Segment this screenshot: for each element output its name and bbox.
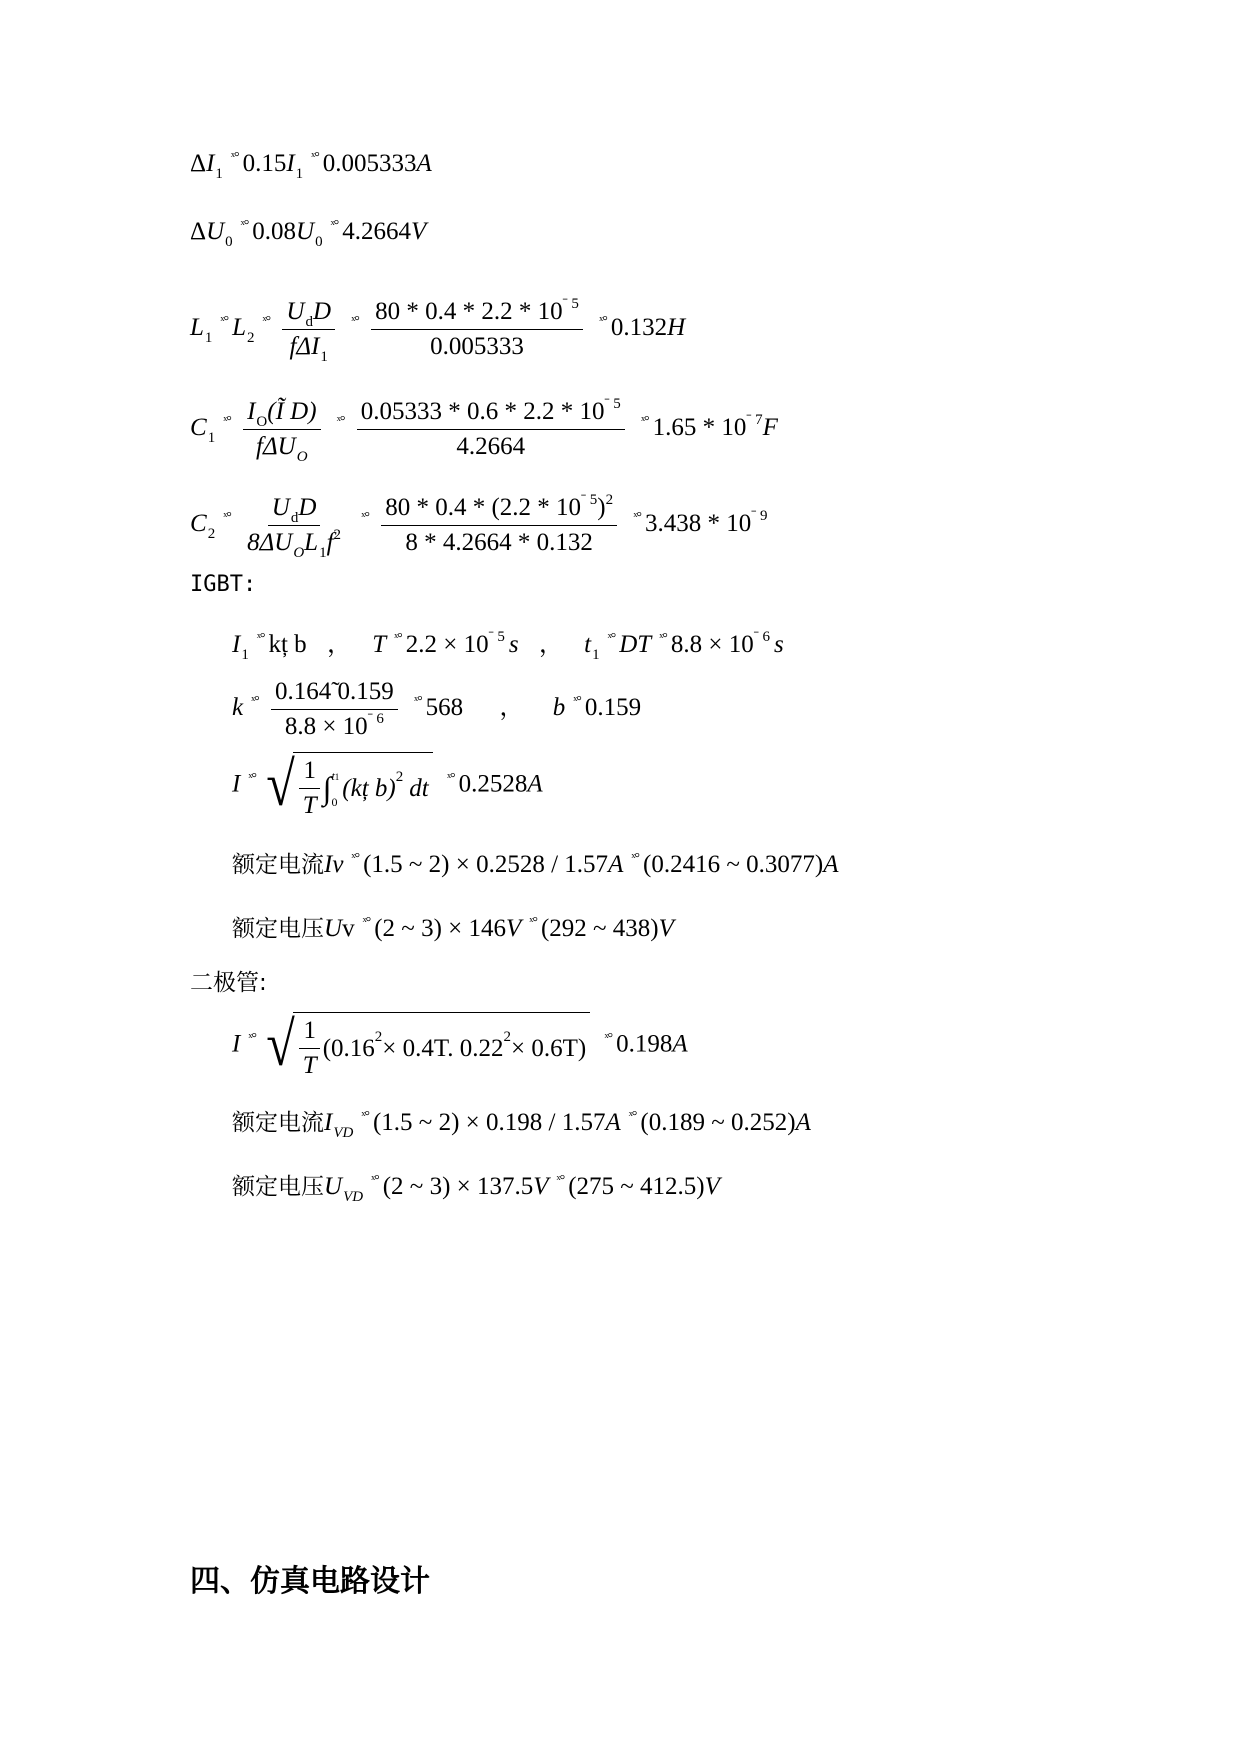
igbt-rated-voltage: 额定电压Uv $^{ˣ^\circ}$ (2 ~ 3) × 146V $^{ˣ^\circ}$ (292 ~ 438)V [232, 915, 674, 942]
delta-symbol: Δ [190, 218, 207, 245]
igbt-k-b-values: k $^{ˣ^\circ}$ $\frac{0.164̃ 0.159}{8.8 \times 10^{ˉ 6}}$ $^{ˣ^\circ}$ 568 ， b $^{ˣ^\circ}$ 0.159 [232, 678, 642, 740]
equation-delta-u0: $\Delta U_0^{ˣ^\circ}$ $0.08U_0^{ˣ^\circ}$ 4.2664V [190, 218, 427, 250]
igbt-rated-current: 额定电流Iv $^{ˣ^\circ}$ (1.5 ~ 2) × 0.2528 / 1.57A $^{ˣ^\circ}$ (0.2416 ~ 0.3077)A [232, 851, 839, 878]
equation-inductance: $L_1^{ˣ^\circ}$ $L_2^{ˣ^\circ}$ $\frac{U_dD}{f\Delta I_1}$ $^{ˣ^\circ}$ $\frac{80 * 0.4 * 2.2 * 10^{ˉ 5}}{0.005333}$ $^{ˣ^\circ}$ 0.132H [190, 296, 686, 365]
equation-capacitance-c2: $C_2^{ˣ^\circ}$ $\frac{U_dD}{8\Delta U_OL_1f^2}$ $^{ˣ^\circ}$ $\frac{80 * 0.4 * (2.2 * 10^{ˉ 5})^2}{8 * 4.2664 * 0.132}$ $^{ˣ^\circ}$ $3.438 * 10^{ˉ 9}$ [190, 492, 768, 561]
diode-label: 二极管: [190, 970, 267, 996]
diode-rated-current: 额定电流$I_{VD}^{ˣ^\circ}$ (1.5 ~ 2) × 0.198 / 1.57A $^{ˣ^\circ}$ (0.189 ~ 0.252)A [232, 1109, 811, 1141]
equals-glyph: ˣ° [230, 150, 239, 165]
sqrt-expression: √ $\frac{1}{T}$ ∫ t1 0 (kț b) 2 dt [266, 752, 432, 820]
diode-rms-current: I $^{ˣ^\circ}$ √ $\frac{1}{T}$ (0.16 2 × 0.4T. 0.22 2 × 0.6T) $^{ˣ^\circ}$ 0.198A [232, 1011, 688, 1080]
section-heading: 四、仿真电路设计 [190, 1564, 430, 1599]
fraction-numeric: $\frac{80 * 0.4 * (2.2 * 10^{ˉ 5})^2}{8 * 4.2664 * 0.132}$ [381, 494, 617, 557]
fraction-numeric: $\frac{80 * 0.4 * 2.2 * 10^{ˉ 5}}{0.005333}$ [371, 298, 583, 361]
igbt-label: IGBT: [190, 572, 257, 597]
integral-sign: ∫ [322, 770, 332, 806]
delta-symbol: Δ [190, 150, 207, 177]
equation-capacitance-c1: $C_1^{ˣ^\circ}$ $\frac{I_O(Ĩ D)}{f\Delta U_O}$ $^{ˣ^\circ}$ $\frac{0.05333 * 0.6 * 2.2 * 10^{ˉ 5}}{4.2664}$ $^{ˣ^\circ}$ $1.65 * 10^{ˉ 7}F$ [190, 396, 778, 465]
equation-delta-i1: $\Delta I_1^{ˣ^\circ}$ $0.15I_1^{ˣ^\circ}$ 0.005333A [190, 150, 432, 182]
igbt-rms-current: I $^{ˣ^\circ}$ √ $\frac{1}{T}$ ∫ t1 0 (kț b) 2 dt $^{ˣ^\circ}$ 0.2528A [232, 751, 543, 820]
igbt-current-expression: $I_1^{ˣ^\circ}$ kț b ， T $^{ˣ^\circ}$ $2.2 \times 10^{ˉ 5}$ s ， $t_1^{ˣ^\circ}$ DT $^{ˣ^\circ}$ $8.8 \times 10^{ˉ 6}$ s [232, 629, 784, 663]
fraction-numeric: $\frac{0.05333 * 0.6 * 2.2 * 10^{ˉ 5}}{4.2664}$ [357, 398, 625, 461]
fraction-symbolic: $\frac{I_O(Ĩ D)}{f\Delta U_O}$ [243, 398, 320, 461]
fraction-symbolic: $\frac{U_dD}{8\Delta U_OL_1f^2}$ [247, 494, 342, 561]
sqrt-expression: √ $\frac{1}{T}$ (0.16 2 × 0.4T. 0.22 2 × 0.6T) [266, 1012, 590, 1080]
fraction-symbolic: $\frac{U_dD}{f\Delta I_1}$ [282, 298, 335, 361]
diode-rated-voltage: 额定电压$U_{VD}^{ˣ^\circ}$ (2 ~ 3) × 137.5V $^{ˣ^\circ}$ (275 ~ 412.5)V [232, 1173, 720, 1205]
